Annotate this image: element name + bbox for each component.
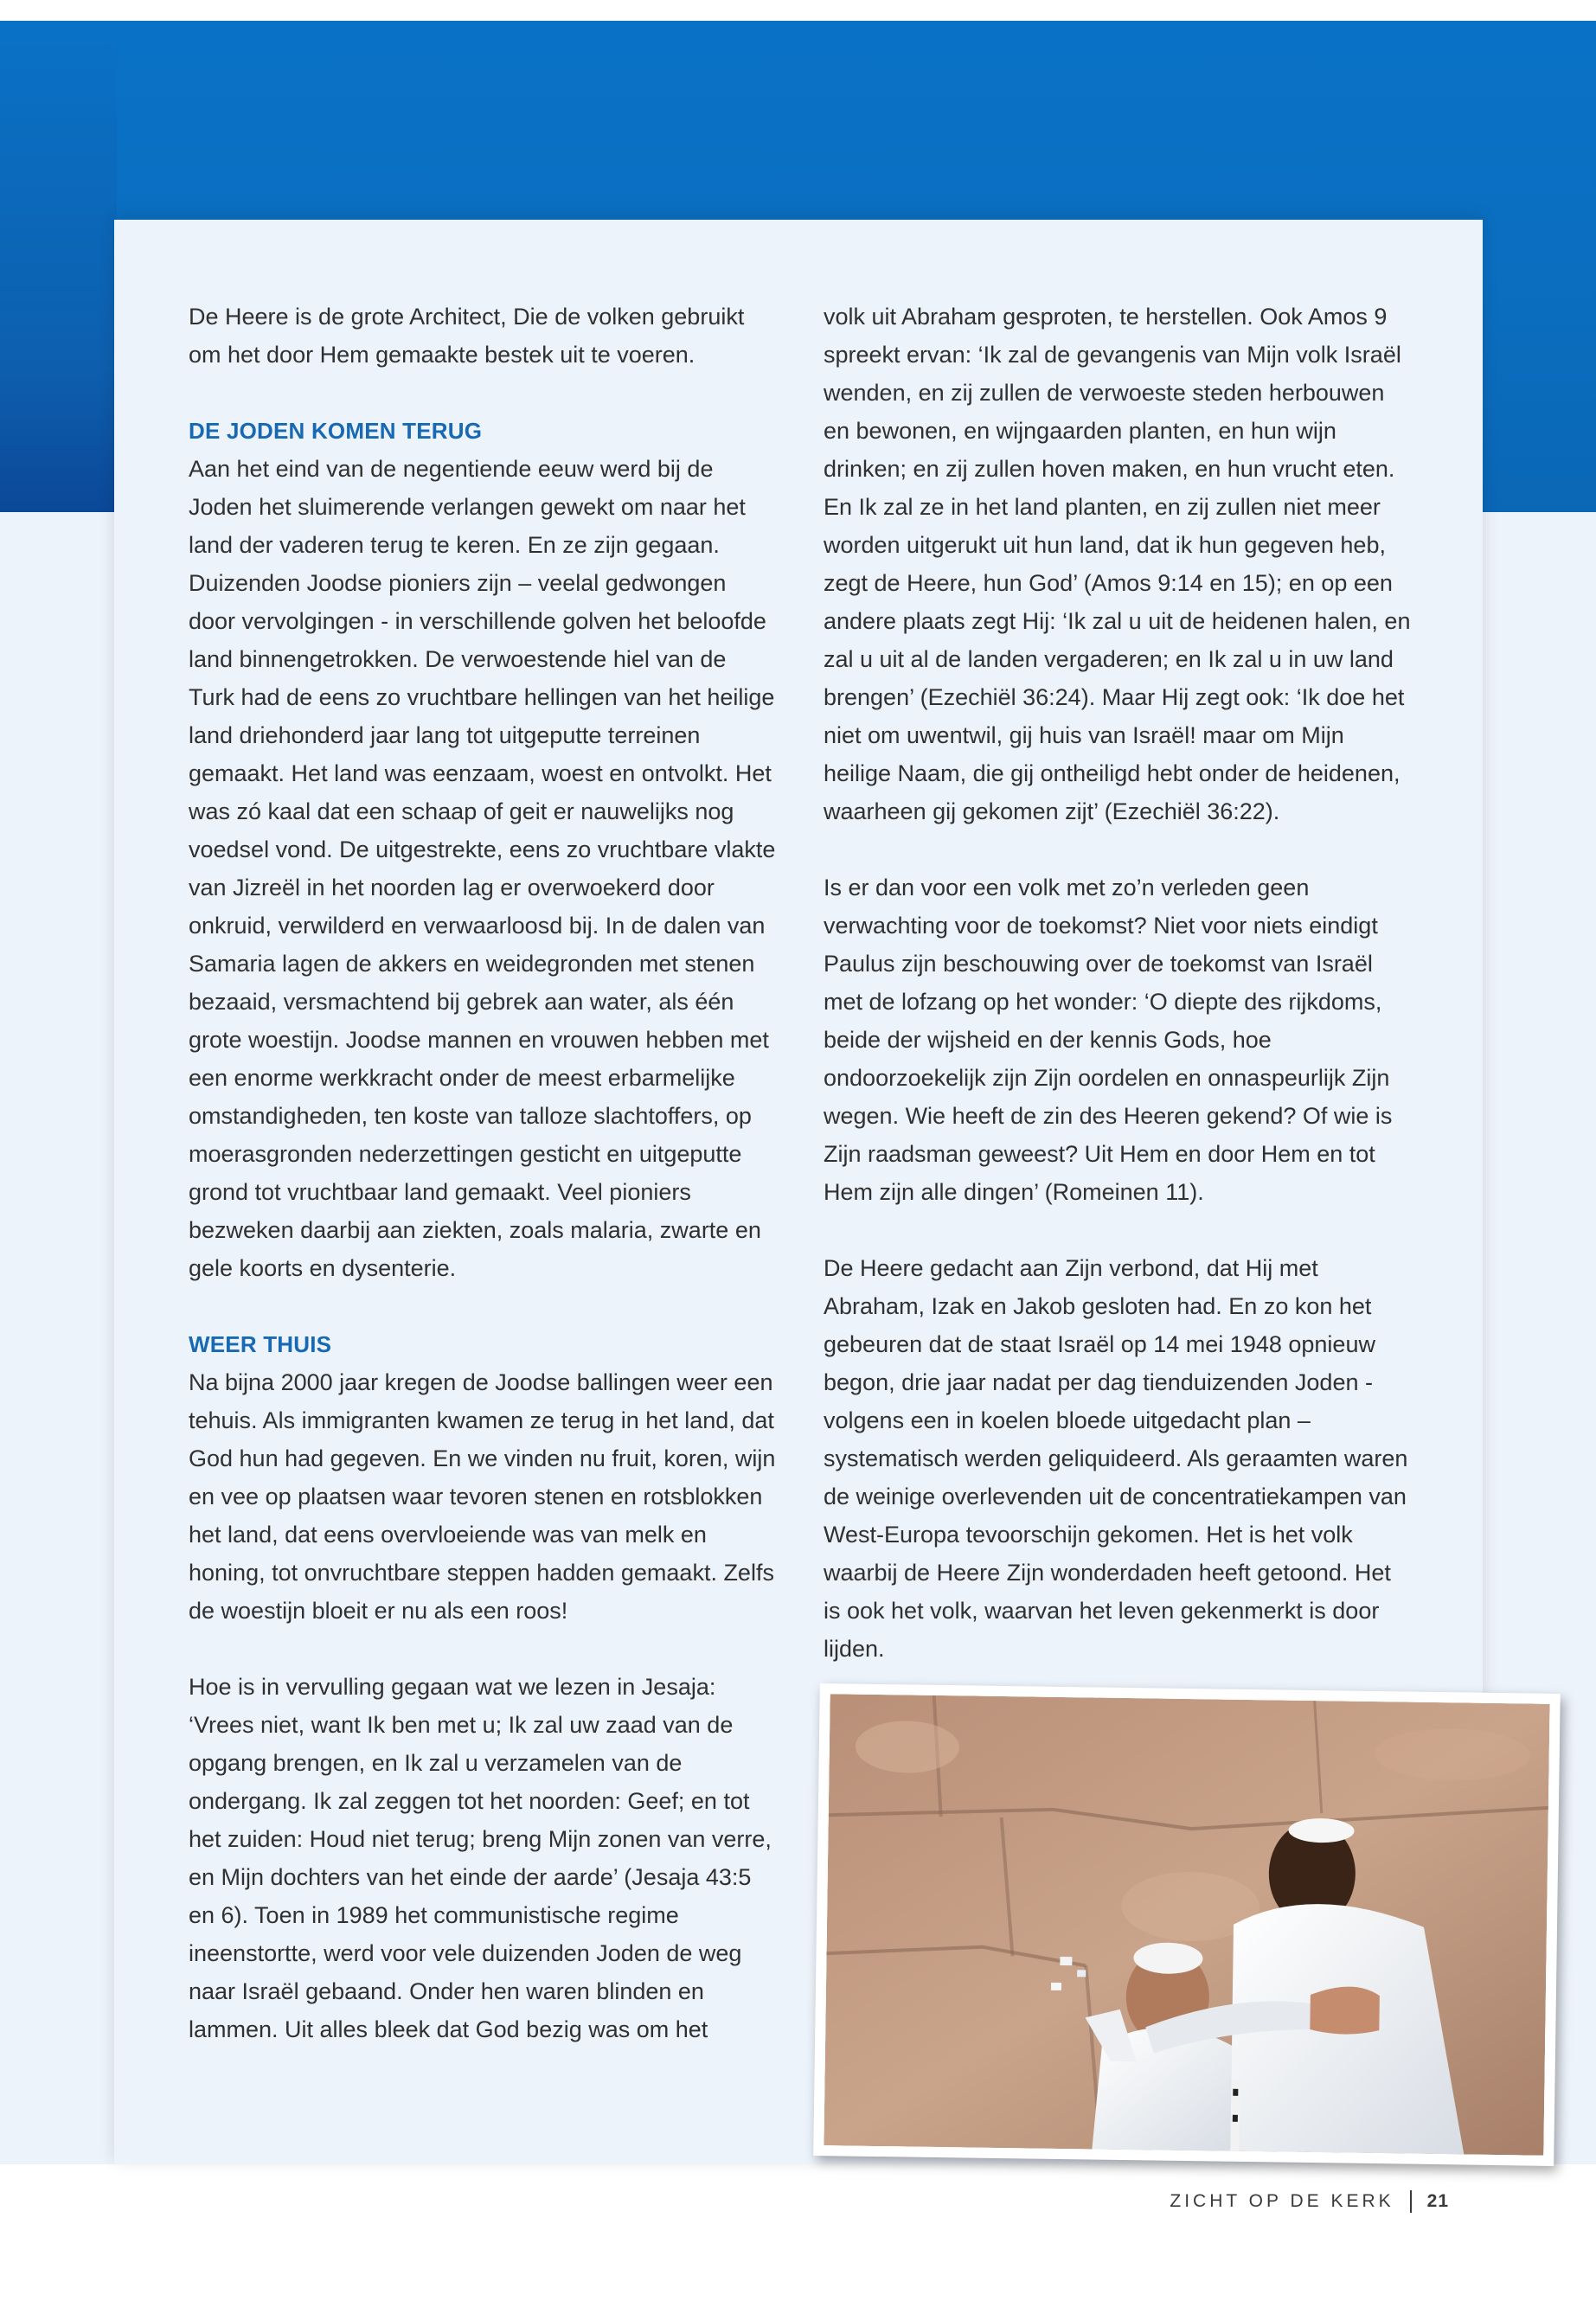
- photo-image: [824, 1694, 1549, 2156]
- paragraph-weer-thuis: Na bijna 2000 jaar kregen de Joodse ballingen weer een tehuis. Als immigranten kwamen ze terug in het land, dat God hun had gegeven. En we vinden nu fruit, koren, wijn en vee op plaatsen waar tevoren stenen en rotsblokken het land, dat eens overvloeiende was van melk en honing, tot onvruchtbare steppen hadden gemaakt. Zelfs de woestijn bloeit er nu als een roos!: [189, 1369, 776, 1624]
- section-heading-joden-komen-terug: DE JODEN KOMEN TERUG: [189, 418, 483, 444]
- footer-divider: [1410, 2190, 1412, 2213]
- paragraph-jesaja: Hoe is in vervulling gegaan wat we lezen in Jesaja: ‘Vrees niet, want Ik ben met u; Ik zal uw zaad van de opgang brengen, en Ik zal u verzamelen van de ondergang. Ik zal zeggen tot het noorden: Geef; en tot het zuiden: Houd niet terug; breng Mijn zonen van verre, en Mijn dochters van het einde der aarde’ (Jesaja 43:5 en 6). Toen in 1989 het communistische regime ineenstortte, werd voor vele duizenden Joden de weg naar Israël gebaand. Onder hen waren blinden en lammen. Uit alles bleek dat God bezig was om het: [189, 1674, 772, 2042]
- paragraph-joden-komen-terug: Aan het eind van de negentiende eeuw werd bij de Joden het sluimerende verlangen gewekt om naar het land der vaderen terug te keren. En ze zijn gegaan. Duizenden Joodse pioniers zijn – veelal gedwongen door vervolgingen - in verschillende golven het beloofde land binnengetrokken. De verwoestende hiel van de Turk had de eens zo vruchtbare hellingen van het heilige land driehonderd jaar lang tot uitgeputte terreinen gemaakt. Het land was eenzaam, woest en ontvolkt. Het was zó kaal dat een schaap of geit er nauwelijks nog voedsel vond. De uitgestrekte, eens zo vruchtbare vlakte van Jizreël in het noorden lag er overwoekerd door onkruid, verwilderd en verwaarloosd bij. In de dalen van Samaria lagen de akkers en weidegronden met stenen bezaaid, versmachtend bij gebrek aan water, als één grote woestijn. Joodse mannen en vrouwen hebben met een enorme werkkracht onder de meest erbarmelijke omstandigheden, ten koste van talloze slachtoffers, op moerasgronden nederzettingen gesticht en uitgeputte grond tot vruchtbaar land gemaakt. Veel pioniers bezweken daarbij aan ziekten, zoals malaria, zwarte en gele koorts en dysenterie.: [189, 456, 776, 1281]
- photo-western-wall: [813, 1683, 1561, 2166]
- section-heading-weer-thuis: WEER THUIS: [189, 1331, 332, 1357]
- magazine-title: ZICHT OP DE KERK: [1170, 2191, 1394, 2211]
- page-number: 21: [1426, 2191, 1449, 2211]
- left-column: [189, 298, 777, 2086]
- page-footer: [1170, 2189, 1449, 2214]
- right-column: [824, 298, 1412, 1706]
- photo-illustration: [824, 1694, 1549, 2156]
- paragraph-romeinen: Is er dan voor een volk met zo’n verleden geen verwachting voor de toekomst? Niet voor niets eindigt Paulus zijn beschouwing over de toekomst van Israël met de lofzang op het wonder: ‘O diepte des rijkdoms, beide der wijsheid en der kennis Gods, hoe ondoorzoekelijk zijn Zijn oordelen en onnaspeurlijk Zijn wegen. Wie heeft de zin des Heeren gekend? Of wie is Zijn raadsman geweest? Uit Hem en door Hem en tot Hem zijn alle dingen’ (Romeinen 11).: [824, 875, 1393, 1205]
- paragraph-amos: volk uit Abraham gesproten, te herstellen. Ook Amos 9 spreekt ervan: ‘Ik zal de gevangenis van Mijn volk Israël wenden, en zij zullen de verwoeste steden herbouwen en bewonen, en wijngaarden planten, en hun wijn drinken; en zij zullen hoven maken, en hun vrucht eten. En Ik zal ze in het land planten, en zij zullen niet meer worden uitgerukt uit hun land, dat ik hun gegeven heb, zegt de Heere, hun God’ (Amos 9:14 en 15); en op een andere plaats zegt Hij: ‘Ik zal u uit de heidenen halen, en zal u uit al de landen vergaderen; en Ik zal u in uw land brengen’ (Ezechiël 36:24). Maar Hij zegt ook: ‘Ik doe het niet om uwentwil, gij huis van Israël! maar om Mijn heilige Naam, die gij ontheiligd hebt onder de heidenen, waarheen gij gekomen zijt’ (Ezechiël 36:22).: [824, 304, 1411, 824]
- paragraph-intro: De Heere is de grote Architect, Die de volken gebruikt om het door Hem gemaakte bestek uit te voeren.: [189, 304, 745, 368]
- paragraph-verbond: De Heere gedacht aan Zijn verbond, dat Hij met Abraham, Izak en Jakob gesloten had. En zo kon het gebeuren dat de staat Israël op 14 mei 1948 opnieuw begon, drie jaar nadat per dag tienduizenden Joden - volgens een in koelen bloede uitgedacht plan – systematisch werden geliquideerd. Als geraamten waren de weinige overlevenden uit de concentratiekampen van West-Europa tevoorschijn gekomen. Het is het volk waarbij de Heere Zijn wonderdaden heeft getoond. Het is ook het volk, waarvan het leven gekenmerkt is door lijden.: [824, 1255, 1408, 1662]
